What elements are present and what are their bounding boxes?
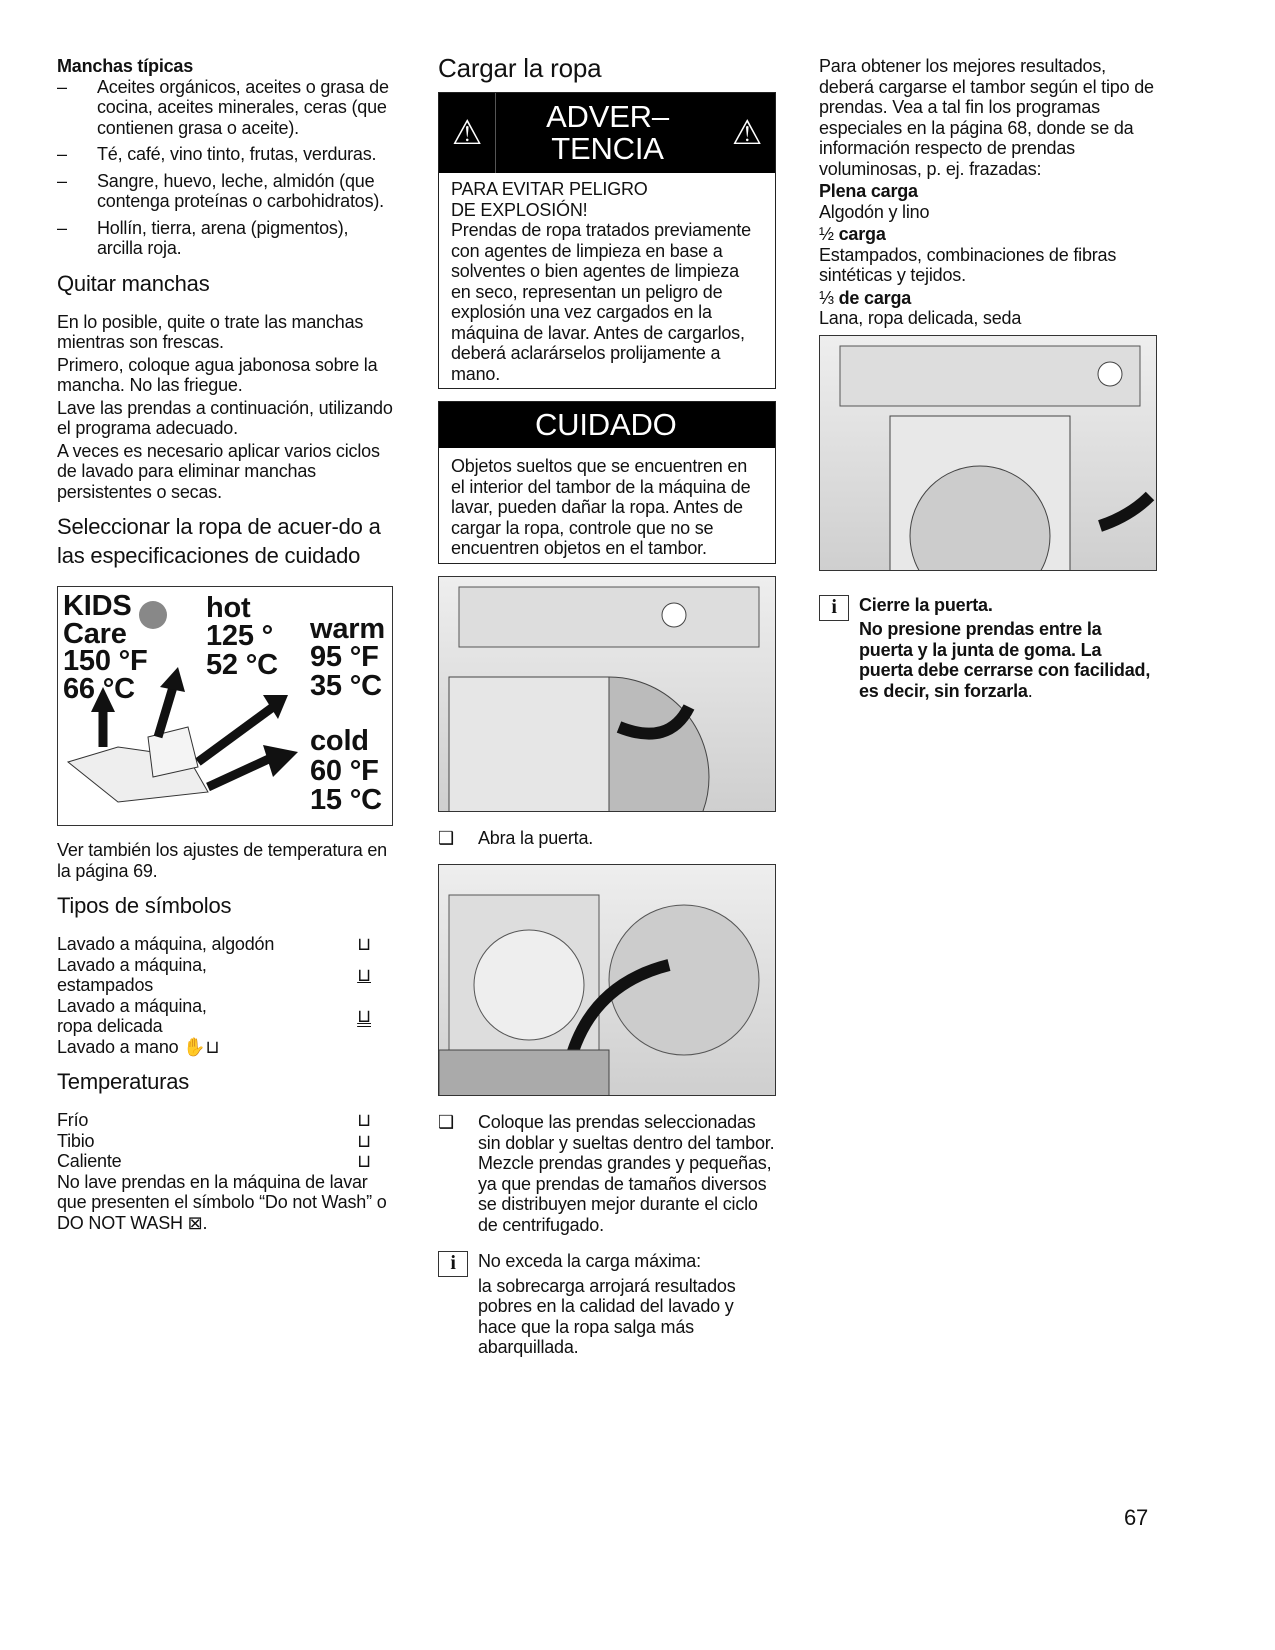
paragraph: Para obtener los mejores resultados, deberá cargarse el tambor según el tipo de prendas. Vea a tal fin los programas especiales en la página 68, donde se da información respecto de prendas voluminosas, p. ej. frazadas: bbox=[819, 56, 1154, 179]
see-also: Ver también los ajustes de temperatura en la página 69. bbox=[57, 840, 387, 881]
info-icon: i bbox=[438, 1251, 468, 1277]
paragraph: En lo posible, quite o trate las manchas mientras son frescas. bbox=[57, 311, 364, 352]
label-text: cold bbox=[310, 725, 369, 757]
temp-row: Tibio ⊔ bbox=[57, 1130, 371, 1151]
list-item: – Sangre, huevo, leche, almidón (que contenga proteínas o carbohidratos). bbox=[57, 170, 384, 211]
paragraph: Primero, coloque agua jabonosa sobre la mancha. No las friegue. bbox=[57, 354, 378, 395]
warning-lead: PARA EVITAR PELIGRO DE EXPLOSIÓN! bbox=[451, 179, 648, 220]
warning-triangle-icon: ⚠ bbox=[451, 113, 483, 152]
do-not-wash-icon: ⊠ bbox=[187, 1212, 203, 1233]
label-text: 150 °F bbox=[63, 645, 148, 677]
wash-tub-permanent-press-icon: ⊔ bbox=[357, 964, 371, 985]
list-item: – Hollín, tierra, arena (pigmentos), arcilla roja. bbox=[57, 217, 349, 258]
warning-box bbox=[438, 92, 776, 389]
symbols-title: Tipos de símbolos bbox=[57, 893, 232, 918]
label-text: 60 °F bbox=[310, 755, 379, 787]
symbol-row: Lavado a máquina, algodón ⊔ bbox=[57, 934, 371, 954]
section-title: Cargar la ropa bbox=[438, 53, 602, 83]
temps-title: Temperaturas bbox=[57, 1069, 190, 1094]
wash-hot-icon: ⊔ bbox=[357, 1151, 371, 1171]
wash-cold-icon: ⊔ bbox=[357, 1110, 371, 1130]
load-laundry-illustration bbox=[438, 864, 776, 1096]
label-text: 66 °C bbox=[63, 673, 135, 705]
paragraph: A veces es necesario aplicar varios ciclos de lavado para eliminar manchas persistentes o secas. bbox=[57, 440, 380, 502]
caution-box bbox=[438, 401, 776, 564]
close-door-illustration bbox=[819, 335, 1157, 571]
symbol-row: Lavado a mano ✋⊔ bbox=[57, 1036, 220, 1057]
load-item: ½ carga Estampados, combinaciones de fibras sintéticas y tejidos. bbox=[819, 224, 1117, 285]
remove-title: Quitar manchas bbox=[57, 270, 210, 296]
caution-text: Objetos sueltos que se encuentren en el interior del tambor de la máquina de lavar, pueden dañar la ropa. Antes de cargar la ropa, controle que no se encuentren objetos en el tambor. bbox=[451, 456, 751, 558]
warning-triangle-icon: ⚠ bbox=[731, 113, 763, 152]
stains-title: Manchas típicas bbox=[57, 56, 194, 76]
label-text: hot bbox=[206, 592, 251, 624]
load-item: ⅓ de carga Lana, ropa delicada, seda bbox=[819, 287, 1022, 328]
column-1 bbox=[57, 56, 397, 1235]
stains-list bbox=[57, 77, 397, 259]
select-title: Seleccionar la ropa de acuer-do a las especificaciones de cuidado bbox=[57, 514, 381, 568]
caution-title: CUIDADO bbox=[439, 402, 775, 448]
care-label-image bbox=[57, 586, 393, 826]
temp-row: Caliente ⊔ bbox=[57, 1151, 371, 1171]
label-text: warm bbox=[310, 613, 385, 645]
info-icon: i bbox=[819, 595, 849, 621]
temp-row: Frío ⊔ bbox=[57, 1110, 371, 1130]
label-text: KIDS bbox=[63, 590, 132, 622]
load-item: Plena carga Algodón y lino bbox=[819, 181, 930, 222]
list-item: – Té, café, vino tinto, frutas, verduras. bbox=[57, 144, 377, 164]
label-text: 15 °C bbox=[310, 784, 382, 816]
teddy-bear-icon bbox=[139, 601, 167, 629]
warning-title: ADVER– TENCIA bbox=[495, 93, 719, 173]
hand-wash-icon: ✋⊔ bbox=[183, 1036, 220, 1057]
symbol-row: Lavado a máquina, estampados ⊔ bbox=[57, 954, 371, 995]
page-number: 67 bbox=[1124, 1505, 1149, 1530]
label-text: 95 °F bbox=[310, 641, 379, 673]
warning-text: Prendas de ropa tratados previamente con agentes de limpieza en base a solventes o bien agentes de limpieza en seco, representan un peligro de explosión una vez cargados en la máquina de lavar. Antes de cargarlos, deberá aclarárselos prolijamente a mano. bbox=[451, 220, 751, 384]
step-load-clothes: ❑ Coloque las prendas seleccionadas sin doblar y sueltas dentro del tambor. Mezcle prendas grandes y pequeñas, ya que prendas de tamaños diversos se distribuyen mejor durante el ciclo de centrifugado. bbox=[438, 1112, 775, 1235]
label-text: 52 °C bbox=[206, 649, 278, 681]
info-note-max-load: i No exceda la carga máxima: la sobrecarga arrojará resultados pobres en la calidad del lavado y hace que la ropa salga más abarquillada. bbox=[438, 1251, 776, 1358]
symbol-row: Lavado a máquina, ropa delicada ⊔ bbox=[57, 995, 371, 1036]
label-text: 125 ° bbox=[206, 620, 274, 652]
checkbox-icon: ❑ bbox=[438, 1112, 454, 1132]
checkbox-icon: ❑ bbox=[438, 827, 454, 848]
wash-tub-delicate-icon: ⊔ bbox=[357, 1005, 371, 1026]
step-open-door: ❑ Abra la puerta. bbox=[438, 827, 594, 848]
paragraph: Lave las prendas a continuación, utilizando el programa adecuado. bbox=[57, 397, 393, 438]
no-wash-note: No lave prendas en la máquina de lavar que presenten el símbolo “Do not Wash” o DO NOT WASH ⊠. bbox=[57, 1171, 387, 1233]
wash-tub-icon: ⊔ bbox=[357, 934, 371, 954]
wash-warm-icon: ⊔ bbox=[357, 1130, 371, 1151]
label-text: Care bbox=[63, 618, 127, 650]
list-item: – Aceites orgánicos, aceites o grasa de cocina, aceites minerales, ceras (que contienen grasa o aceite). bbox=[57, 76, 389, 138]
label-text: 35 °C bbox=[310, 670, 382, 702]
column-2 bbox=[438, 52, 776, 1358]
column-3 bbox=[819, 56, 1159, 701]
info-note-close-door: i Cierre la puerta. No presione prendas entre la puerta y la junta de goma. La puerta debe cerrarse con facilidad, es decir, sin forzarla. bbox=[819, 595, 1159, 702]
open-door-illustration bbox=[438, 576, 776, 812]
